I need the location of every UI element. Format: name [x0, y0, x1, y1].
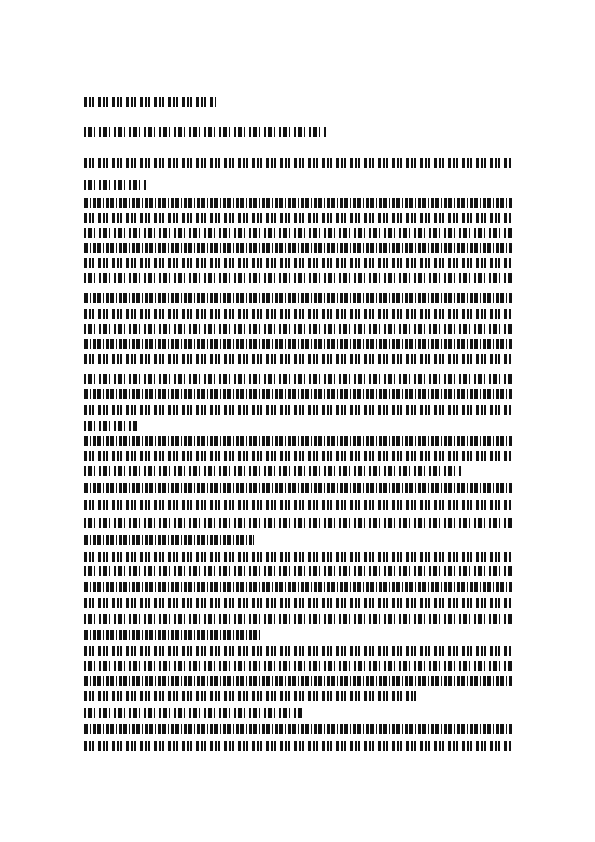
- text-line: [84, 566, 512, 576]
- text-line: [84, 405, 512, 415]
- text-line: [84, 451, 512, 461]
- text-line: [84, 582, 512, 592]
- text-line: [84, 535, 254, 545]
- text-line: [84, 389, 512, 399]
- text-line: [84, 243, 512, 253]
- text-line: [84, 213, 512, 223]
- text-line: [84, 421, 138, 431]
- text-line: [84, 228, 512, 238]
- text-line: [84, 614, 512, 624]
- text-line: [84, 646, 512, 656]
- text-line: [84, 466, 462, 476]
- text-line: [84, 708, 302, 718]
- text-line: [84, 180, 146, 190]
- text-line: [84, 741, 512, 751]
- text-line: [84, 158, 512, 168]
- text-line: [84, 676, 512, 686]
- text-line: [84, 518, 512, 528]
- text-line: [84, 198, 512, 208]
- text-line: [84, 258, 512, 268]
- text-line: [84, 324, 512, 334]
- text-line: [84, 354, 512, 364]
- text-line: [84, 483, 512, 493]
- text-line: [84, 500, 512, 510]
- text-line: [84, 691, 416, 701]
- document-heading-2: [84, 127, 326, 137]
- text-line: [84, 661, 512, 671]
- text-line: [84, 339, 512, 349]
- text-line: [84, 309, 512, 319]
- text-line: [84, 598, 512, 608]
- text-line: [84, 273, 512, 283]
- text-line: [84, 293, 512, 303]
- text-line: [84, 374, 512, 384]
- text-line: [84, 724, 512, 734]
- text-line: [84, 436, 512, 446]
- text-line: [84, 630, 260, 640]
- document-heading-1: [84, 97, 216, 107]
- text-line: [84, 552, 512, 562]
